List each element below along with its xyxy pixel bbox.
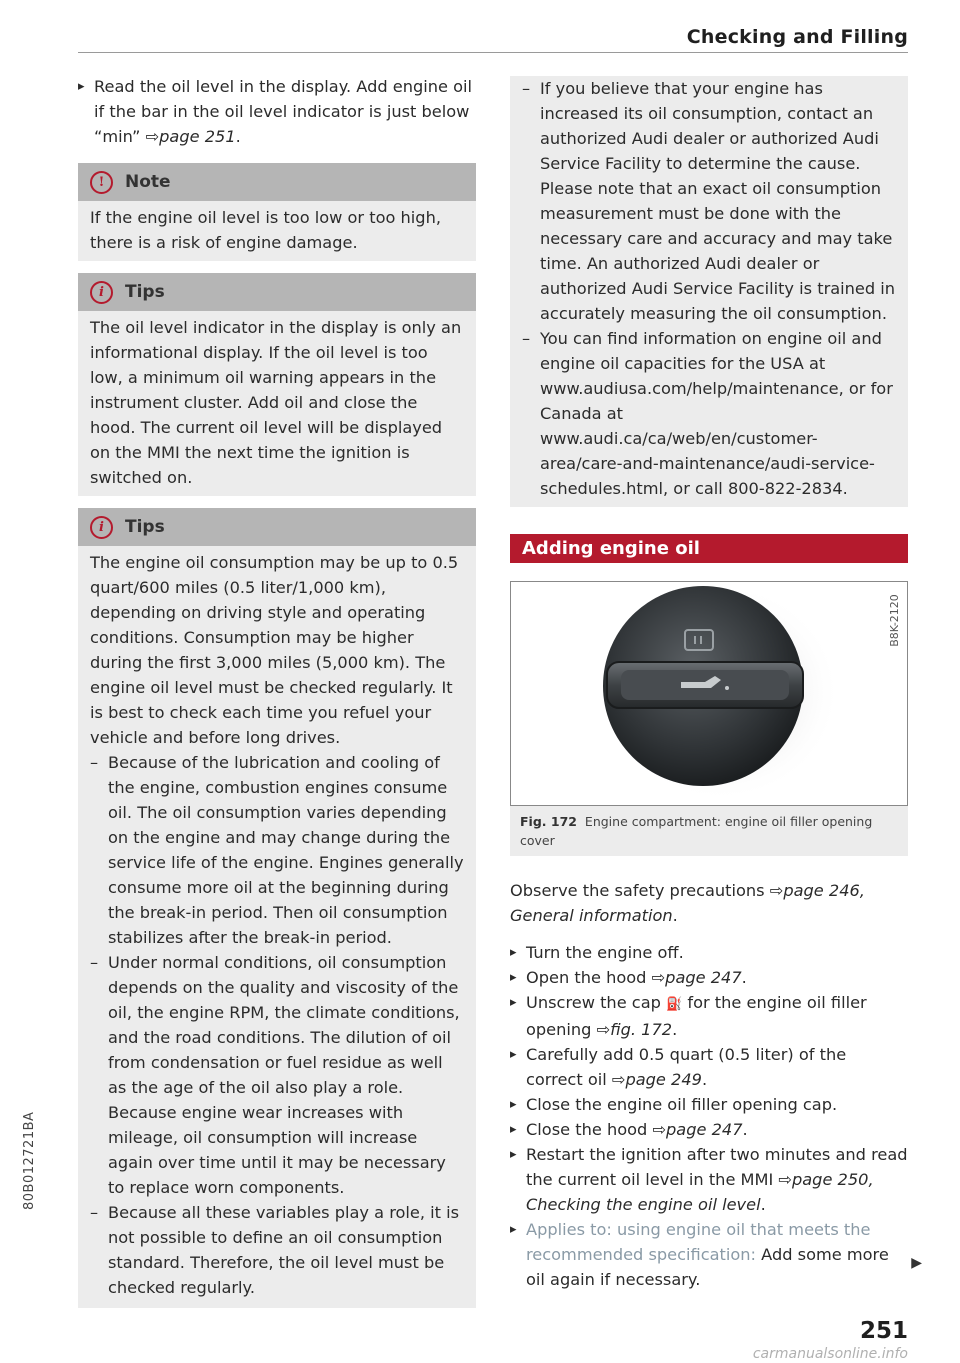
- tips-text: The oil level indicator in the display is only an informational display. If the oil level is too low, a minimum oil warning appears in the instrument cluster. Add oil and close the hood. The current oil level will be displayed on the MMI the next time the ignition is switched on.: [90, 318, 462, 487]
- list-item: – Because all these variables play a role, it is not possible to define an oil consumption standard. Therefore, the oil level must be checked regularly.: [90, 1200, 464, 1300]
- page-link[interactable]: page 246, General information: [510, 881, 865, 925]
- figure-label: Fig. 172: [520, 814, 577, 829]
- tips-box-1: [78, 273, 476, 496]
- page-link[interactable]: page 247: [665, 968, 742, 987]
- figure-caption-text: Engine compartment: engine oil filler opening cover: [520, 814, 873, 848]
- tips-title: Tips: [125, 282, 165, 302]
- info-icon: i: [90, 281, 113, 304]
- step-item: ▸ Turn the engine off.: [510, 940, 908, 965]
- next-page-arrow-icon: ▶: [911, 1255, 922, 1271]
- step-item: ▸ Unscrew the cap ⛽ for the engine oil filler opening ⇨fig. 172.: [510, 990, 908, 1042]
- observe-text: Observe the safety precautions ⇨page 246, General information.: [510, 881, 865, 925]
- step-item: ▸ Open the hood ⇨page 247.: [510, 965, 908, 990]
- tips-list: [90, 750, 464, 1300]
- tips-header: [78, 508, 476, 546]
- document-code: 80B012721BA: [22, 1111, 37, 1210]
- list-item: – You can find information on engine oil and engine oil capacities for the USA at www.audiusa.com/help/maintenance, or for Canada at www.audi.ca/ca/web/en/customer-area/care-and-maintenance/audi-service-schedules.html, or call 800-822-2834.: [522, 326, 896, 501]
- section-title: Adding engine oil: [510, 534, 908, 563]
- page-link[interactable]: page 247: [666, 1120, 743, 1139]
- oil-filler-cap-illustration: [511, 582, 907, 803]
- figure-oil-cap: [510, 581, 908, 806]
- step-item: ▸ Restart the ignition after two minutes and read the current oil level in the MMI ⇨page 250, Checking the engine oil level.: [510, 1142, 908, 1217]
- page-link[interactable]: page 251: [159, 127, 236, 146]
- figure-link[interactable]: fig. 172: [610, 1020, 673, 1039]
- figure-caption: [510, 806, 908, 856]
- warning-icon: !: [90, 171, 113, 194]
- step-item: ▸ Applies to: using engine oil that meets the recommended specification: Add some more oil again if necessary.: [510, 1217, 908, 1292]
- intro-step: ▸ Read the oil level in the display. Add engine oil if the bar in the oil level indicator is just below “min” ⇨page 251.: [78, 74, 476, 149]
- tips-box-2: [78, 508, 476, 1308]
- note-header: [78, 163, 476, 201]
- list-item: – Because of the lubrication and cooling of the engine, combustion engines consume oil. The oil consumption varies depending on the engine and may change during the service life of the engine. Engines generally consume more oil at the beginning during the break-in period. Then oil consumption stabilizes after the break-in period.: [90, 750, 464, 950]
- page-header-title: Checking and Filling: [686, 26, 908, 48]
- list-item: – If you believe that your engine has increased its oil consumption, contact an authorized Audi dealer or authorized Audi Service Facility to determine the cause. Please note that an exact oil consumption measurement must be done with the necessary care and accuracy and may take time. An authorized Audi dealer or authorized Audi Service Facility is trained in accurately measuring the oil consumption.: [522, 76, 896, 326]
- note-box: [78, 163, 476, 261]
- tips-title: Tips: [125, 517, 165, 537]
- tips-text: The engine oil consumption may be up to 0.5 quart/600 miles (0.5 liter/1,000 km), depending on driving style and operating conditions. Consumption may be higher during the first 3,000 miles (5,000 km). The engine oil level must be checked regularly. It is best to check each time you refuel your vehicle and before long drives.: [90, 553, 459, 747]
- tips-header: [78, 273, 476, 311]
- step-item: ▸ Carefully add 0.5 quart (0.5 liter) of the correct oil ⇨page 249.: [510, 1042, 908, 1092]
- note-text: If the engine oil level is too low or too high, there is a risk of engine damage.: [90, 208, 441, 252]
- left-column: [78, 74, 476, 1308]
- page-link[interactable]: page 250, Checking the engine oil level: [526, 1170, 874, 1214]
- steps-list: [510, 940, 908, 1292]
- page-link[interactable]: page 249: [625, 1070, 702, 1089]
- tips-continued: [510, 76, 908, 507]
- header-rule: [78, 52, 908, 53]
- figure-code: B8K-2120: [888, 594, 902, 647]
- right-column: [510, 76, 908, 1292]
- step-item: ▸ Close the hood ⇨page 247.: [510, 1117, 908, 1142]
- watermark: carmanualsonline.info: [752, 1346, 908, 1362]
- page-number: 251: [859, 1318, 908, 1344]
- list-item: – Under normal conditions, oil consumption depends on the quality and viscosity of the oil, the engine RPM, the climate conditions, and the road conditions. The dilution of oil from condensation or fuel residue as well as the age of the oil also play a role. Because engine wear increases with mileage, oil consumption will increase again over time until it may be necessary to replace worn components.: [90, 950, 464, 1200]
- oil-can-icon: ⛽: [666, 997, 683, 1012]
- note-title: Note: [125, 172, 171, 192]
- info-icon: i: [90, 516, 113, 539]
- step-item: ▸ Close the engine oil filler opening cap.: [510, 1092, 908, 1117]
